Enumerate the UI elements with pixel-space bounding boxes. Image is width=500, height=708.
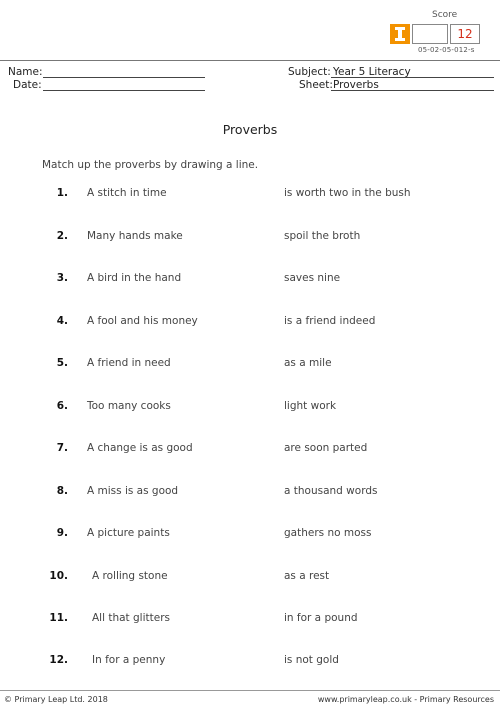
proverb-start: A change is as good — [87, 442, 193, 454]
proverb-start: A picture paints — [87, 527, 170, 539]
proverb-end: a thousand words — [284, 485, 378, 497]
sheet-underline — [331, 90, 494, 91]
proverb-row — [0, 272, 500, 288]
proverb-end: gathers no moss — [284, 527, 372, 539]
footer-copyright: © Primary Leap Ltd. 2018 — [4, 695, 108, 704]
footer-divider — [0, 690, 500, 691]
proverb-end: light work — [284, 400, 337, 412]
proverb-row — [0, 612, 500, 628]
proverb-end: saves nine — [284, 272, 341, 284]
item-number: 9. — [56, 527, 68, 539]
proverb-end: as a rest — [284, 570, 330, 582]
item-number: 3. — [56, 272, 68, 284]
proverb-row — [0, 230, 500, 246]
item-number: 4. — [56, 315, 68, 327]
date-field[interactable] — [43, 90, 205, 91]
proverb-row — [0, 527, 500, 543]
subject-underline — [331, 77, 494, 78]
proverb-start: A friend in need — [87, 357, 171, 369]
item-number: 5. — [56, 357, 68, 369]
proverb-end: is worth two in the bush — [284, 187, 411, 199]
proverb-end: is a friend indeed — [284, 315, 376, 327]
score-label: Score — [432, 10, 458, 20]
proverb-start: In for a penny — [92, 654, 166, 666]
instruction-text: Match up the proverbs by drawing a line. — [42, 159, 259, 171]
proverb-row — [0, 485, 500, 501]
item-number: 12. — [49, 654, 68, 666]
proverb-end: in for a pound — [284, 612, 358, 624]
proverb-row — [0, 187, 500, 203]
proverb-row — [0, 357, 500, 373]
score-value-box: 12 — [450, 24, 480, 44]
item-number: 6. — [56, 400, 68, 412]
subject-value: Year 5 Literacy — [333, 66, 411, 78]
page-title: Proverbs — [222, 122, 278, 137]
proverb-start: A bird in the hand — [87, 272, 182, 284]
proverb-start: All that glitters — [92, 612, 170, 624]
item-number: 11. — [49, 612, 68, 624]
date-label: Date: — [13, 79, 42, 91]
proverb-end: are soon parted — [284, 442, 368, 454]
proverb-start: Too many cooks — [87, 400, 171, 412]
proverb-end: is not gold — [284, 654, 339, 666]
primary-leap-logo-icon — [390, 24, 410, 44]
subject-label: Subject: — [288, 66, 331, 78]
item-number: 7. — [56, 442, 68, 454]
proverb-start: A stitch in time — [87, 187, 167, 199]
item-number: 2. — [56, 230, 68, 242]
sheet-label: Sheet: — [299, 79, 333, 91]
proverb-row — [0, 400, 500, 416]
proverb-row — [0, 315, 500, 331]
name-label: Name: — [8, 66, 43, 78]
sheet-code: 05-02-05-012-s — [418, 46, 475, 54]
proverb-start: Many hands make — [87, 230, 183, 242]
footer-website-link[interactable]: www.primaryleap.co.uk - Primary Resources — [317, 695, 494, 704]
sheet-value: Proverbs — [333, 79, 379, 91]
proverb-start: A rolling stone — [92, 570, 168, 582]
proverb-end: as a mile — [284, 357, 332, 369]
header-divider — [0, 60, 500, 61]
name-field[interactable] — [43, 77, 205, 78]
proverb-start: A fool and his money — [87, 315, 198, 327]
proverb-end: spoil the broth — [284, 230, 361, 242]
proverb-row — [0, 654, 500, 670]
proverb-start: A miss is as good — [87, 485, 179, 497]
proverb-row — [0, 442, 500, 458]
item-number: 8. — [56, 485, 68, 497]
score-blank-box — [412, 24, 448, 44]
item-number: 10. — [49, 570, 68, 582]
proverb-row — [0, 570, 500, 586]
item-number: 1. — [56, 187, 68, 199]
